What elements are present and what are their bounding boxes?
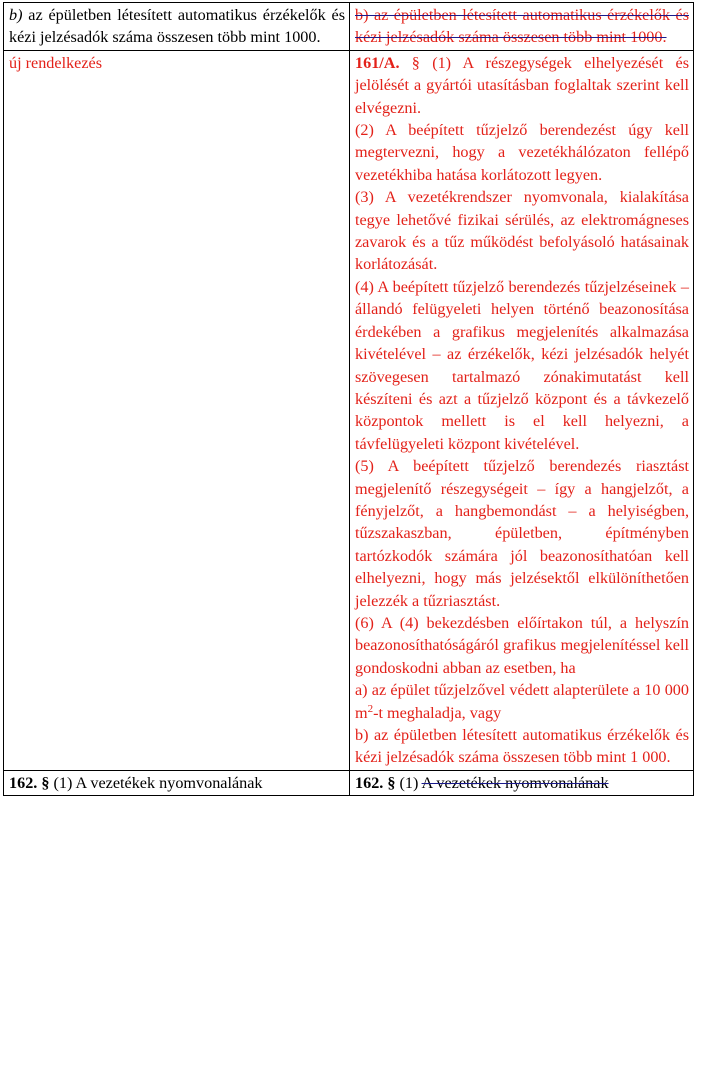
paragraph-4: (4) A beépített tűzjelző berendezés tűzjelzéseinek – állandó felügyeleti helyen történő beazonosítása érdekében a grafikus megjelenítés alkalmazása kivételével – az érzékelők, kézi jelzésadók helyét szövegesen tartalmazó zónakimutatást kell készíteni és azt a tűzjelző központ és a távkezelő központok mellett is el kell helyezni, a távfelügyeleti központ kivételével. [355, 277, 689, 453]
row3-right-plain: (1) [395, 773, 422, 792]
row3-right-cell [350, 770, 694, 795]
row1-left-cell [4, 3, 350, 51]
row3-right-section: 162. § [355, 773, 396, 792]
paragraph-1 [355, 52, 689, 119]
row3-left-cell [4, 770, 350, 795]
row3-left-section: 162. § [9, 773, 50, 792]
table-row [4, 770, 694, 795]
point-b: b) az épületben létesített automatikus érzékelők és kézi jelzésadók száma összesen több mint 1 000. [355, 726, 689, 767]
row1-left-label: b) [9, 6, 23, 24]
table-row [4, 50, 694, 770]
row2-right-cell [350, 50, 694, 770]
section-number: 161/A. [355, 53, 400, 72]
row1-right-cell [350, 3, 694, 51]
comparison-table [3, 2, 694, 796]
point-a-tail: -t meghaladja, vagy [373, 703, 502, 722]
row3-right-struck-text: A vezetékek nyomvonalának [421, 773, 609, 792]
row3-left-text: (1) A vezetékek nyomvonalának [49, 773, 263, 792]
row2-left-label: új rendelkezés [9, 53, 103, 72]
paragraph-6: (6) A (4) bekezdésben előírtakon túl, a helyszín beazonosíthatóságáról grafikus megjelenítéssel kell gondoskodni abban az esetben, ha [355, 613, 689, 677]
paragraph-5: (5) A beépített tűzjelző berendezés riasztást megjelenítő részegységeit – így a hangjelzőt, a fényjelzőt, a hangbemondást – a helyiségben, tűzszakaszban, épületben, építményben tartózkodók számára jól beazonosíthatóan kell elhelyezni, hogy más jelzésektől elkülöníthetően jelezzék a tűzriasztást. [355, 457, 689, 610]
paragraph-2: (2) A beépített tűzjelző berendezést úgy kell megtervezni, hogy a vezetékhálózaton fellépő vezetékhiba hatása korlátozott legyen. [355, 121, 689, 184]
row1-right-struck-text: b) az épületben létesített automatikus érzékelők és kézi jelzésadók száma összesen több mint 1000. [355, 6, 689, 47]
point-a-superscript: 2 [367, 702, 374, 715]
row2-left-cell [4, 50, 350, 770]
point-a [355, 679, 689, 724]
row1-left-text: az épületben létesített automatikus érzékelők és kézi jelzésadók száma összesen több mint 1000. [9, 6, 345, 47]
paragraph-1-text: § (1) A részegységek elhelyezését és jelölését a gyártói utasításban foglaltak szerint kell elvégezni. [355, 53, 689, 117]
paragraph-3: (3) A vezetékrendszer nyomvonala, kialakítása tegye lehetővé fizikai sérülés, az elektromágneses zavarok és a tűz működést befolyásoló hatásainak korlátozását. [355, 188, 689, 274]
point-a-text: a) az épület tűzjelzővel védett alapterülete a 10 000 m [355, 681, 689, 722]
table-row [4, 3, 694, 51]
